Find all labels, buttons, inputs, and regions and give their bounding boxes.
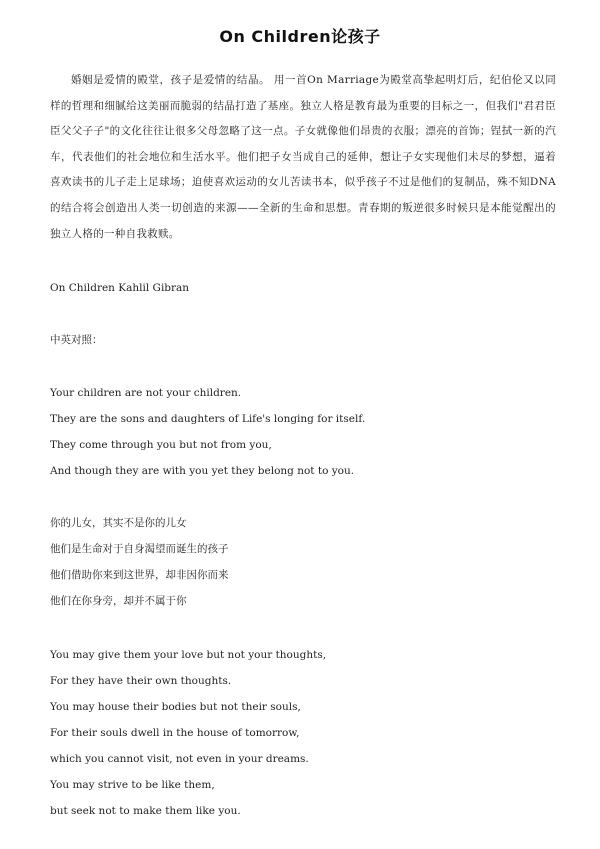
stanza1-zh-line: 他们是生命对于自身渴望而诞生的孩子 <box>50 543 229 555</box>
stanza1-en-line: They come through you but not from you, <box>50 439 272 451</box>
stanza2-en-line: For they have their own thoughts. <box>50 675 232 687</box>
stanza1-zh-line: 他们在你身旁，却并不属于你 <box>50 595 187 607</box>
stanza2-en-line: You may give them your love but not your thoughts, <box>50 649 327 661</box>
stanza1-en-line: And though they are with you yet they belong not to you. <box>50 465 355 477</box>
stanza1-en-line: They are the sons and daughters of Life's longing for itself. <box>50 413 366 425</box>
page-title: On Children论孩子 <box>219 27 381 46</box>
stanza1-zh-line: 你的儿女，其实不是你的儿女 <box>50 517 187 529</box>
stanza2-en-line: You may strive to be like them, <box>50 779 215 791</box>
stanza2-en-line: You may house their bodies but not their souls, <box>50 701 301 713</box>
intro-paragraph: 婚姻是爱情的殿堂，孩子是爱情的结晶。 用一首On Marriage为殿堂高挚起明灯后，纪伯伦又以同样的哲理和细腻给这美丽而脆弱的结晶打造了基座。独立人格是教育最为重要的目标之一，但我们"君君臣臣父父子子"的文化往往让很多父母忽略了这一点。子女就像他们昂贵的衣服；漂亮的首饰；锃拭一新的汽车，代表他们的社会地位和生活水平。他们把子女当成自己的延伸，想让子女实现他们未尽的梦想，逼着喜欢读书的儿子走上足球场；迫使喜欢运动的女儿苦读书本，似乎孩子不过是他们的复制品，殊不知DNA的结合将会创造出人类一切创造的来源——全新的生命和思想。青春期的叛逆很多时候只是本能觉醒出的独立人格的一种自我救赎。 <box>50 74 556 240</box>
stanza2-en-line: but seek not to make them like you. <box>50 805 241 817</box>
stanza2-en-line: which you cannot visit, not even in your dreams. <box>50 753 309 765</box>
stanza1-en-line: Your children are not your children. <box>50 387 242 399</box>
stanza2-en-line: For their souls dwell in the house of tomorrow, <box>50 727 300 739</box>
poem-attribution: On Children Kahlil Gibran <box>50 282 190 294</box>
stanza1-zh-line: 他们借助你来到这世界，却非因你而来 <box>50 569 229 581</box>
bilingual-label: 中英对照： <box>50 334 103 346</box>
